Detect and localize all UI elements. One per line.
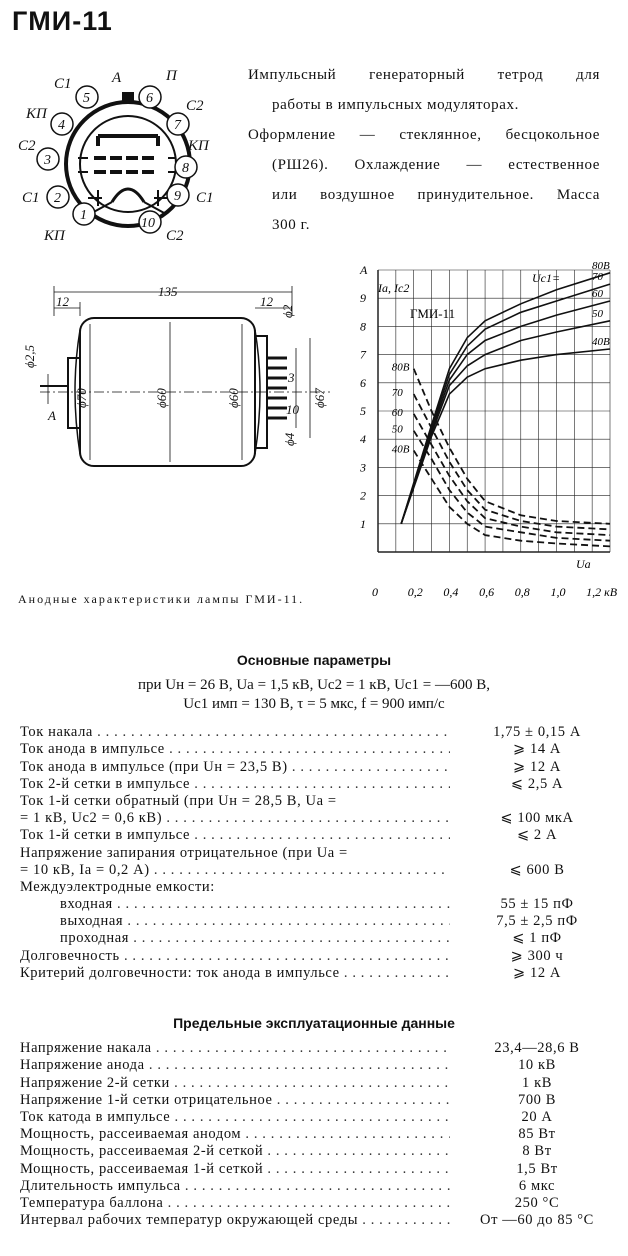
param-label: Напряжение анода . . .	[20, 1057, 450, 1073]
param-label: Мощность, рассеиваемая анодом . . .	[20, 1126, 450, 1142]
param-value: 20 А	[521, 1108, 553, 1125]
param-label: Критерий долговечности: ток анода в импульсе . . .	[20, 965, 450, 981]
pin-4	[51, 113, 73, 135]
grid-curve-label: 60	[391, 406, 403, 419]
limits-title: Предельные эксплуатационные данные	[173, 1015, 455, 1031]
svg-text:10: 10	[141, 216, 155, 231]
param-label: проходная . . .	[60, 930, 450, 946]
param-value: ⩽ 2,5 А	[510, 775, 564, 792]
anode-curve-label: 40В	[592, 335, 610, 348]
x-tick-label: 0,2	[407, 585, 423, 599]
pin-label-p: П	[166, 68, 177, 84]
param-value: 700 В	[517, 1091, 557, 1108]
param-value: ⩾ 12 А	[513, 758, 561, 775]
table-row	[20, 1178, 612, 1195]
param-label: Долговечность . . .	[20, 948, 450, 964]
pin-label-2: C1	[22, 190, 40, 206]
description-line: Оформление — стеклянное, бесцокольное	[248, 127, 600, 143]
param-value	[462, 879, 612, 896]
dim-pin-thick: ϕ4	[282, 432, 297, 446]
y-tick-label: 1	[360, 516, 366, 531]
param-label: Мощность, рассеиваемая 2-й сеткой . . .	[20, 1143, 450, 1159]
anode-cap	[122, 92, 134, 104]
basic-params-table	[20, 724, 612, 982]
table-row	[20, 758, 612, 775]
dim-left-flange: 12	[56, 294, 69, 309]
pin-9	[167, 184, 189, 206]
anode-characteristics-chart	[352, 256, 622, 606]
description	[248, 60, 600, 240]
param-value: 10 кВ	[518, 1057, 556, 1074]
param-value: 1 кВ	[522, 1074, 552, 1091]
param-value: 55 ± 15 пФ	[500, 896, 574, 913]
dimension-drawing	[20, 278, 340, 478]
table-row	[20, 862, 612, 879]
basic-conditions-line-2: Uс1 имп = 130 В, τ = 5 мкс, f = 900 имп/с	[183, 696, 445, 712]
pin-6	[139, 86, 161, 108]
table-row	[20, 879, 612, 896]
basic-params-title: Основные параметры	[236, 652, 392, 668]
svg-text:4: 4	[58, 118, 65, 133]
param-value: 23,4—28,6 В	[494, 1040, 580, 1057]
param-label: Длительность импульса . . .	[20, 1178, 450, 1194]
param-label: входная . . .	[60, 896, 450, 912]
param-value: ⩾ 12 А	[513, 964, 561, 981]
param-value: ⩾ 14 А	[513, 741, 561, 758]
grid-curve	[414, 394, 610, 529]
param-label: Напряжение накала . . .	[20, 1040, 450, 1056]
dim-pin-circle: ϕ67	[312, 388, 327, 408]
description-line: (РШ26). Охлаждение — естественное	[272, 157, 600, 173]
description-line: или воздушное принудительное. Масса	[272, 187, 600, 203]
table-row	[20, 947, 612, 964]
y-tick-label: A	[360, 263, 368, 277]
x-tick-label: 0	[372, 585, 378, 599]
param-value: 1,75 ± 0,15 А	[493, 724, 581, 741]
table-row	[20, 1160, 612, 1177]
description-line: 300 г.	[272, 217, 311, 233]
svg-text:9: 9	[174, 189, 181, 204]
param-value: ⩽ 2 А	[516, 827, 558, 844]
param-label: Ток анода в импульсе . . .	[20, 741, 450, 757]
x-tick-label: 0,8	[514, 585, 530, 599]
param-label: Ток катода в импульсе . . .	[20, 1109, 450, 1125]
table-row	[20, 776, 612, 793]
param-value	[462, 793, 612, 810]
pin-label-10: C2	[166, 228, 184, 244]
pin-label-4: КП	[26, 106, 47, 122]
grid-curve-label: 50	[391, 423, 403, 436]
param-value: 6 мкс	[518, 1177, 556, 1194]
table-row	[20, 1040, 612, 1057]
svg-text:8: 8	[182, 161, 189, 176]
dim-right-flange: 12	[260, 294, 273, 309]
grid-curve	[414, 414, 610, 535]
param-value: 250 °C	[514, 1194, 560, 1211]
param-label: Ток 1-й сетки в импульсе . . .	[20, 827, 450, 843]
pin-label-1: КП	[44, 228, 65, 244]
pin-label-anode: А	[112, 70, 122, 86]
figure-caption: Анодные характеристики лампы ГМИ-11.	[18, 592, 305, 606]
param-value: 1,5 Вт	[516, 1160, 558, 1177]
pin-8	[175, 156, 197, 178]
chart-title: ГМИ-11	[410, 306, 456, 321]
svg-text:1: 1	[80, 208, 87, 223]
svg-text:2: 2	[54, 191, 61, 206]
param-value: ⩽ 1 пФ	[512, 930, 562, 947]
svg-text:5: 5	[83, 91, 90, 106]
param-label: Напряжение запирания отрицательное (при Uа =	[20, 844, 348, 861]
table-row	[20, 965, 612, 982]
param-label: Температура баллона . . .	[20, 1195, 450, 1211]
x-tick-label: 0,4	[443, 585, 459, 599]
svg-text:3: 3	[44, 153, 51, 168]
param-label: Междуэлектродные емкости:	[20, 878, 215, 895]
pin-label-9: C1	[196, 190, 214, 206]
pin-label-7: C2	[186, 98, 204, 114]
anode-curve-label: 50	[592, 307, 603, 320]
svg-text:6: 6	[146, 91, 153, 106]
table-row	[20, 1074, 612, 1091]
chart-xlabel: Ua	[576, 557, 591, 571]
y-tick-label: 5	[360, 404, 366, 418]
table-row	[20, 1143, 612, 1160]
anode-curve-label: 60	[592, 288, 603, 301]
chart-ylabel: Ia, Ic2	[378, 281, 410, 295]
dim-length: 135	[158, 284, 178, 299]
grid-curve-label: 40В	[391, 443, 410, 456]
param-label: Интервал рабочих температур окружающей среды . . .	[20, 1212, 450, 1228]
table-row	[20, 1109, 612, 1126]
pin-5	[76, 86, 98, 108]
anode-curve-label: 70	[592, 271, 603, 284]
table-row	[20, 741, 612, 758]
dim-lead-dia: ϕ2,5	[22, 345, 37, 368]
table-row	[20, 724, 612, 741]
y-tick-label: 4	[360, 432, 366, 447]
chart-legend-label: Uc1=	[532, 271, 561, 285]
param-label: Ток анода в импульсе (при Uн = 23,5 В) . . .	[20, 759, 450, 775]
y-tick-label: 6	[360, 375, 366, 390]
table-row	[20, 1092, 612, 1109]
y-tick-label: 2	[360, 488, 366, 503]
svg-text:7: 7	[174, 118, 181, 133]
y-tick-label: 7	[360, 347, 366, 362]
param-label: = 1 кВ, Uс2 = 0,6 кВ) . . .	[20, 810, 450, 826]
pin-label-3: C2	[18, 138, 36, 154]
dim-bulb-dia: ϕ60	[154, 388, 169, 408]
pin-label-8: КП	[188, 138, 209, 154]
pin-10	[139, 211, 161, 233]
param-value: ⩽ 100 мкА	[500, 810, 574, 827]
table-row	[20, 827, 612, 844]
description-line: работы в импульсных модуляторах.	[272, 97, 519, 113]
anode-curve	[401, 349, 610, 524]
table-row	[20, 1057, 612, 1074]
param-value: 85 Вт	[518, 1126, 556, 1143]
param-label: Напряжение 2-й сетки . . .	[20, 1075, 450, 1091]
limits-table	[20, 1040, 612, 1229]
grid-curve-label: 70	[391, 387, 403, 400]
dim-pin-dia: ϕ2	[280, 304, 295, 318]
pinout-diagram	[10, 62, 220, 252]
pin-1	[73, 203, 95, 225]
table-row	[20, 1126, 612, 1143]
dim-10: 10	[286, 402, 299, 417]
basic-conditions-line-1: при Uн = 26 В, Uа = 1,5 кВ, Uс2 = 1 кВ, Uс1 = —600 В,	[137, 677, 491, 693]
param-label: Ток 1-й сетки обратный (при Uн = 28,5 В, Uа =	[20, 792, 337, 809]
y-tick-label: 3	[360, 460, 366, 475]
dim-base-dia: ϕ70	[74, 388, 89, 408]
param-value: 7,5 ± 2,5 пФ	[496, 913, 578, 930]
table-row	[20, 896, 612, 913]
pin-2	[47, 186, 69, 208]
description-line: Импульсный генераторный тетрод для	[248, 67, 600, 83]
pin-3	[37, 148, 59, 170]
table-row	[20, 844, 612, 861]
y-tick-label: 9	[360, 291, 366, 306]
table-row	[20, 810, 612, 827]
param-label: выходная . . .	[60, 913, 450, 929]
pin-label-5: C1	[54, 76, 72, 92]
dim-label-a: A	[48, 408, 56, 423]
table-row	[20, 930, 612, 947]
x-tick-label: 1,2 кВ	[586, 585, 618, 599]
x-tick-label: 1,0	[550, 585, 566, 599]
anode-curve-label: 80В	[592, 259, 610, 272]
table-row	[20, 1212, 612, 1229]
dim-flange-dia: ϕ60	[226, 388, 241, 408]
table-row	[20, 913, 612, 930]
y-tick-label: 8	[360, 319, 366, 334]
param-label: Ток накала . . .	[20, 724, 450, 740]
param-label: = 10 кВ, Iа = 0,2 А) . . .	[20, 862, 450, 878]
dim-3: 3	[288, 370, 295, 385]
page-title: ГМИ-11	[12, 6, 113, 36]
table-row	[20, 1195, 612, 1212]
x-tick-label: 0,6	[479, 585, 495, 599]
param-value: ⩽ 600 В	[509, 861, 565, 878]
table-row	[20, 793, 612, 810]
param-value: 8 Вт	[522, 1143, 552, 1160]
param-value	[462, 844, 612, 861]
pin-7	[167, 113, 189, 135]
param-value: ⩾ 300 ч	[510, 947, 564, 964]
param-label: Напряжение 1-й сетки отрицательное . . .	[20, 1092, 450, 1108]
param-label: Ток 2-й сетки в импульсе . . .	[20, 776, 450, 792]
grid-curve-label: 80В	[391, 361, 410, 374]
param-value: От —60 до 85 °C	[480, 1212, 594, 1229]
param-label: Мощность, рассеиваемая 1-й сеткой . . .	[20, 1161, 450, 1177]
